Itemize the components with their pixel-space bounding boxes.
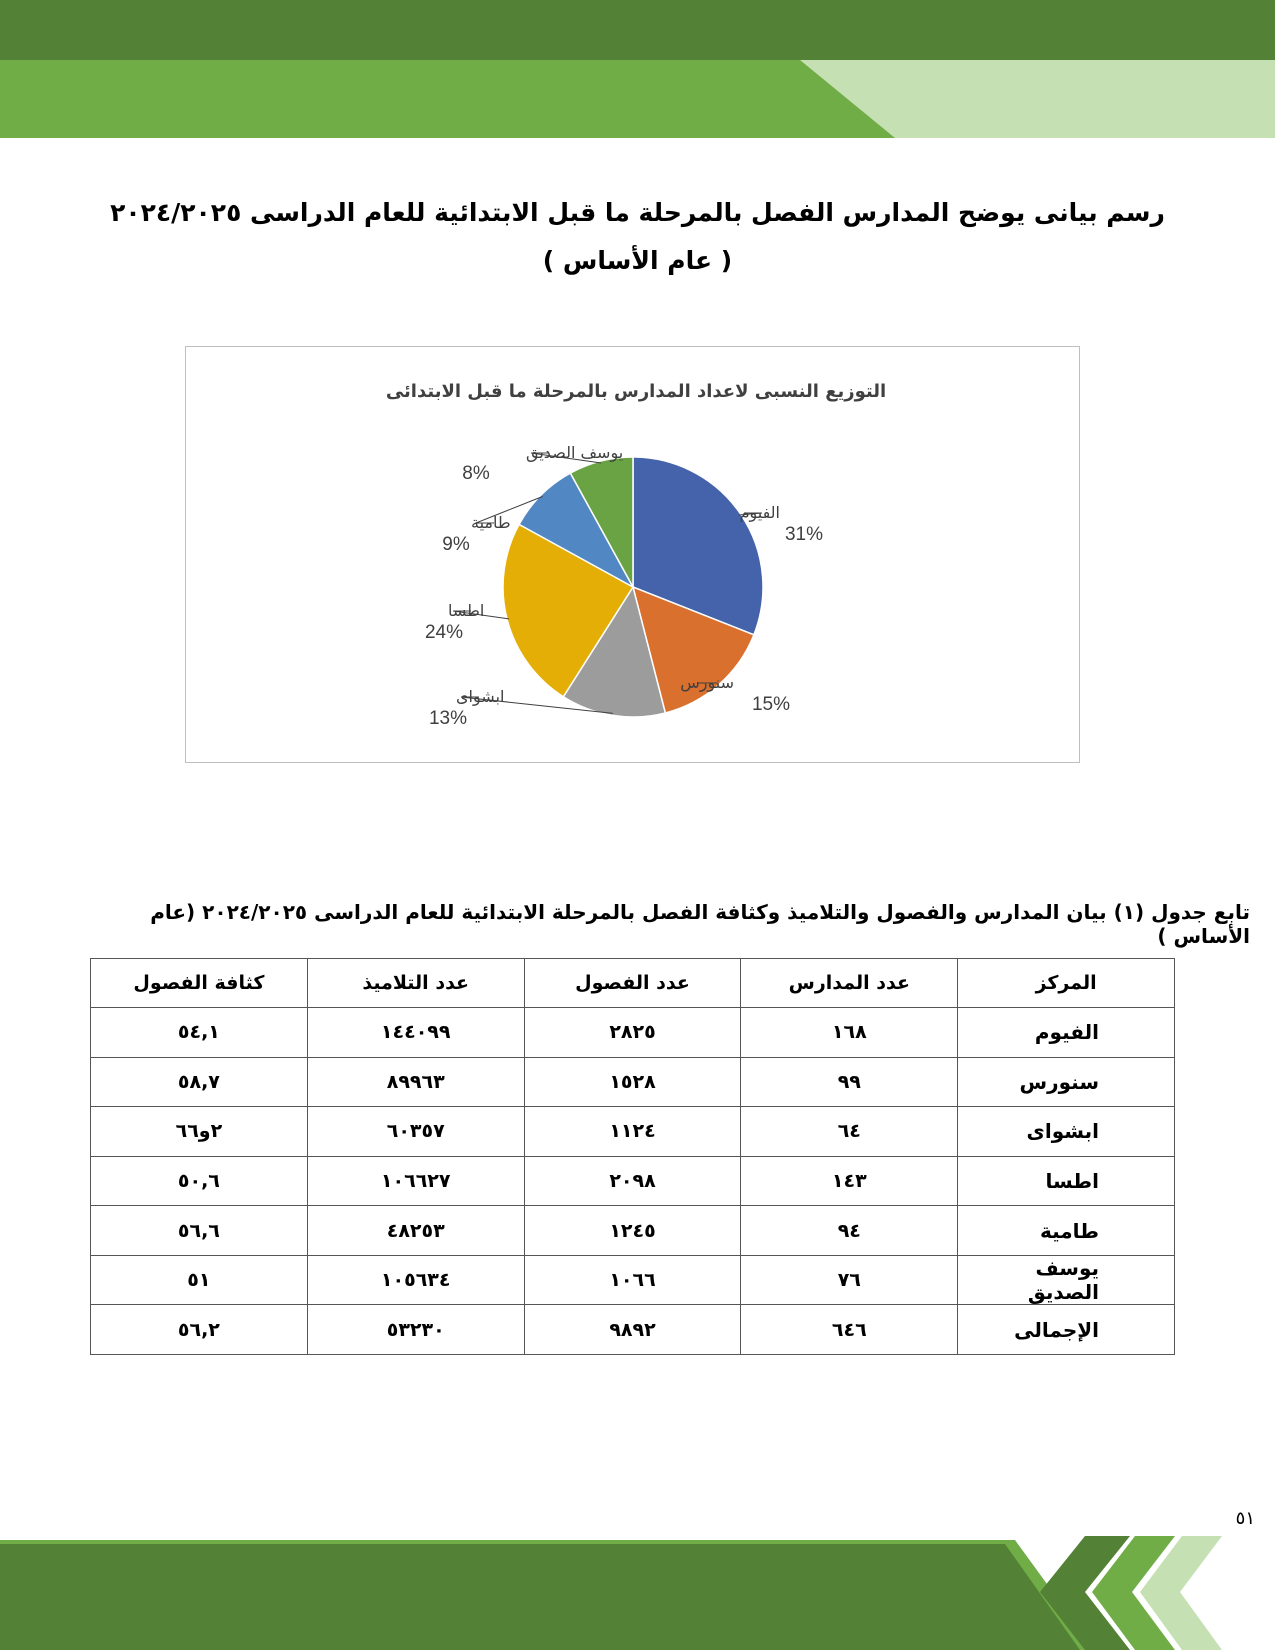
cell-students: ٨٩٩٦٣ xyxy=(307,1057,524,1107)
pie-chart-box xyxy=(185,346,1080,763)
table-row xyxy=(91,1156,1175,1206)
table-row xyxy=(91,1206,1175,1256)
table-header-row xyxy=(91,959,1175,1008)
cell-classes: ٢٠٩٨ xyxy=(524,1156,741,1206)
slice-label: طامية xyxy=(471,513,511,532)
header-students: عدد التلاميذ xyxy=(307,959,524,1008)
cell-classes: ٩٨٩٢ xyxy=(524,1305,741,1355)
footer-band xyxy=(0,1530,1275,1650)
cell-density: ٥١ xyxy=(91,1255,308,1305)
cell-density: ٢و٦٦ xyxy=(91,1107,308,1157)
slice-percent-label: 24% xyxy=(424,622,464,643)
header-density: كثافة الفصول xyxy=(91,959,308,1008)
cell-classes: ١٢٤٥ xyxy=(524,1206,741,1256)
cell-students: ١٠٦٦٢٧ xyxy=(307,1156,524,1206)
cell-students: ٤٨٢٥٣ xyxy=(307,1206,524,1256)
slice-label: الفيوم xyxy=(739,503,780,522)
cell-center: يوسف الصديق xyxy=(958,1255,1175,1305)
cell-density: ٥٦,٢ xyxy=(91,1305,308,1355)
cell-schools: ٦٤ xyxy=(741,1107,958,1157)
table-row xyxy=(91,1255,1175,1305)
slice-percent-label: 31% xyxy=(784,524,824,545)
page-number: ٥١ xyxy=(1235,1508,1255,1529)
slice-label: سنورس xyxy=(680,673,734,692)
slice-label: يوسف الصديق xyxy=(526,443,624,462)
cell-schools: ٧٦ xyxy=(741,1255,958,1305)
pie-chart xyxy=(186,347,1079,762)
cell-schools: ٦٤٦ xyxy=(741,1305,958,1355)
cell-students: ٦٠٣٥٧ xyxy=(307,1107,524,1157)
table-row xyxy=(91,1008,1175,1058)
cell-density: ٥٠,٦ xyxy=(91,1156,308,1206)
table-row xyxy=(91,1107,1175,1157)
slice-percent-label: 8% xyxy=(462,463,490,484)
data-table xyxy=(90,958,1175,1355)
header-classes: عدد الفصول xyxy=(524,959,741,1008)
page-title: رسم بيانى يوضح المدارس الفصل بالمرحلة ما قبل الابتدائية للعام الدراسى ٢٠٢٤/٢٠٢٥ xyxy=(110,198,1165,227)
footer-band-dark xyxy=(0,1544,1080,1650)
cell-classes: ١١٢٤ xyxy=(524,1107,741,1157)
header-band-mid xyxy=(0,60,895,138)
table-row xyxy=(91,1057,1175,1107)
cell-center: اطسا xyxy=(958,1156,1175,1206)
cell-classes: ١٠٦٦ xyxy=(524,1255,741,1305)
cell-density: ٥٨,٧ xyxy=(91,1057,308,1107)
slice-label: اطسا xyxy=(448,601,485,620)
slice-label: ابشواى xyxy=(456,687,505,706)
cell-students: ٥٣٢٣٠ xyxy=(307,1305,524,1355)
cell-center: الإجمالى xyxy=(958,1305,1175,1355)
chart-title: التوزيع النسبى لاعداد المدارس بالمرحلة ما قبل الابتدائى xyxy=(385,381,887,402)
table-caption: تابع جدول (١) بيان المدارس والفصول والتلاميذ وكثافة الفصل بالمرحلة الابتدائية للعام الدراسى ٢٠٢٤/٢٠٢٥ (عام الأساس ) xyxy=(150,900,1250,948)
cell-center: الفيوم xyxy=(958,1008,1175,1058)
cell-classes: ١٥٢٨ xyxy=(524,1057,741,1107)
table-row-total xyxy=(91,1305,1175,1355)
cell-density: ٥٦,٦ xyxy=(91,1206,308,1256)
cell-schools: ١٦٨ xyxy=(741,1008,958,1058)
cell-schools: ٩٩ xyxy=(741,1057,958,1107)
header-band xyxy=(0,0,1275,140)
header-band-dark xyxy=(0,0,1275,60)
slice-percent-label: 15% xyxy=(751,694,791,715)
cell-students: ١٤٤٠٩٩ xyxy=(307,1008,524,1058)
cell-center: ابشواى xyxy=(958,1107,1175,1157)
header-schools: عدد المدارس xyxy=(741,959,958,1008)
cell-schools: ١٤٣ xyxy=(741,1156,958,1206)
cell-density: ٥٤,١ xyxy=(91,1008,308,1058)
page-subtitle: ( عام الأساس ) xyxy=(542,246,733,275)
cell-students: ١٠٥٦٣٤ xyxy=(307,1255,524,1305)
cell-schools: ٩٤ xyxy=(741,1206,958,1256)
header-center: المركز xyxy=(958,959,1175,1008)
cell-classes: ٢٨٢٥ xyxy=(524,1008,741,1058)
slice-percent-label: 13% xyxy=(428,708,468,729)
cell-center: طامية xyxy=(958,1206,1175,1256)
slice-percent-label: 9% xyxy=(442,534,470,555)
cell-center: سنورس xyxy=(958,1057,1175,1107)
